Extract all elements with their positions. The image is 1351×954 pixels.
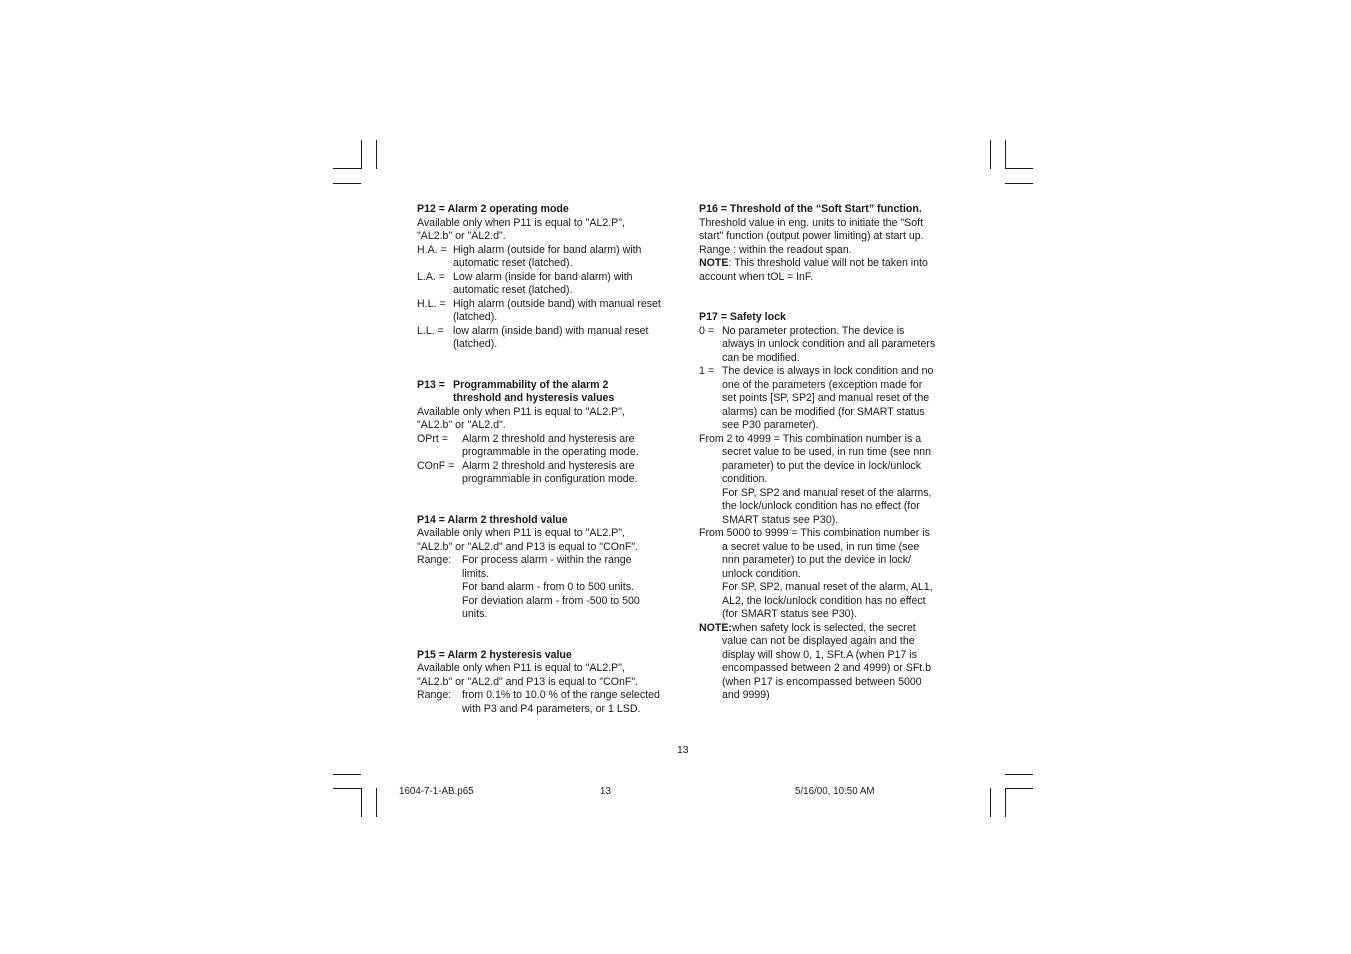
crop-mark-top-left-v (361, 140, 362, 169)
body-line: start" function (output power limiting) at start up. (699, 230, 924, 242)
option-item (417, 433, 673, 460)
heading-text: Programmability of the alarm 2 (453, 378, 609, 391)
range-text: the lock/unlock condition has no effect (for (722, 500, 920, 512)
intro-line: Available only when P11 is equal to "AL2.P", (417, 405, 625, 418)
footer-page: 13 (600, 786, 611, 797)
intro-line: Available only when P11 is equal to "AL2.P", (417, 527, 625, 539)
note-text: and 9999) (722, 689, 770, 701)
option-text: see P30 parameter). (722, 419, 819, 431)
option-text: Low alarm (inside for band alarm) with (453, 270, 633, 283)
section-heading: P17 = Safety lock (699, 311, 786, 323)
range-text: (for SMART status see P30). (722, 608, 858, 620)
range-text: SMART status see P30). (722, 513, 839, 526)
option-text: always in unlock condition and all parameters (722, 338, 936, 350)
option-item (417, 244, 673, 271)
option-text: (latched). (453, 338, 498, 350)
crop-mark-bottom-right-v (990, 788, 991, 817)
heading-text: threshold and hysteresis values (453, 392, 615, 404)
option-text: low alarm (inside band) with manual reset (453, 324, 649, 337)
option-text: The device is always in lock condition and no (722, 365, 934, 377)
page-number: 13 (677, 745, 689, 756)
crop-mark-top-right-v2 (1005, 140, 1006, 169)
range-first-line: From 5000 to 9999 = This combination number is (699, 527, 930, 539)
option-text: set points [SP, SP2] and manual reset of the (722, 392, 930, 404)
intro-line: "AL2.b" or "AL2.d" and P13 is equal to "COnF". (417, 540, 639, 553)
range-text: AL2, the lock/unlock condition has no effect (722, 594, 926, 607)
crop-mark-top-left-v2 (376, 140, 377, 169)
range-text: parameter) to put the device in lock/unlock (722, 459, 922, 472)
note-text: when safety lock is selected, the secret (731, 621, 916, 634)
note-label: NOTE (699, 257, 729, 269)
option-text: High alarm (outside for band alarm) with (453, 243, 642, 256)
option-label: COnF = (417, 459, 455, 472)
note-label: NOTE: (699, 621, 732, 634)
crop-mark-top-left-h (333, 168, 361, 169)
section-p12 (417, 203, 673, 352)
section-heading: P16 = Threshold of the “Soft Start” function. (699, 203, 922, 215)
option-text: (latched). (453, 311, 498, 323)
range-text: a secret value to be used, in run time (see (722, 540, 920, 553)
option-text: No parameter protection. The device is (722, 324, 905, 337)
intro-line: Available only when P11 is equal to "AL2.P", (417, 662, 625, 674)
footer-date: 5/16/00, 10:50 AM (795, 786, 875, 797)
crop-mark-top-right-h2 (1005, 183, 1033, 184)
option-text: Alarm 2 threshold and hysteresis are (462, 459, 635, 472)
crop-mark-top-right-h (1005, 168, 1033, 169)
range-text: limits. (462, 567, 490, 580)
crop-mark-bottom-right-h (1005, 774, 1033, 775)
section-heading: P14 = Alarm 2 threshold value (417, 513, 568, 526)
note-text: encompassed between 2 and 4999) or SFt.b (722, 662, 932, 674)
section-p15 (417, 649, 673, 717)
body-line: Threshold value in eng. units to initiate the "Soft (699, 216, 924, 229)
range-body (699, 446, 955, 527)
option-item (417, 325, 673, 352)
section-heading (417, 379, 673, 406)
option-item (417, 271, 673, 298)
crop-mark-bottom-left-h (333, 774, 361, 775)
range-text: For SP, SP2 and manual reset of the alarms, (722, 486, 932, 499)
range-item (417, 689, 673, 716)
range-text: unlock condition. (722, 567, 801, 580)
range-text: For deviation alarm - from -500 to 500 (462, 594, 640, 607)
range-text: units. (462, 608, 488, 620)
crop-mark-bottom-right-h2 (1005, 788, 1033, 789)
option-text: one of the parameters (exception made for (722, 378, 923, 391)
section-heading: P15 = Alarm 2 hysteresis value (417, 648, 572, 661)
range-text: condition. (722, 473, 768, 485)
option-text: Alarm 2 threshold and hysteresis are (462, 432, 635, 445)
option-text: can be modified. (722, 351, 800, 364)
crop-mark-top-left-h2 (333, 183, 361, 184)
option-text: High alarm (outside band) with manual reset (453, 297, 661, 310)
option-label: H.A. = (417, 243, 447, 256)
note-line: account when tOL = InF. (699, 270, 814, 283)
intro-line: Available only when P11 is equal to "AL2.P", (417, 216, 625, 229)
range-text: nnn parameter) to put the device in lock/ (722, 554, 912, 566)
range-first-line: From 2 to 4999 = This combination number is a (699, 432, 922, 445)
option-text: automatic reset (latched). (453, 284, 573, 296)
range-label: Range: (417, 554, 452, 566)
body-line: Range : within the readout span. (699, 243, 852, 256)
section-p17 (699, 311, 955, 703)
range-text: secret value to be used, in run time (see nnn (722, 446, 932, 458)
note-text: display will show 0, 1, SFt.A (when P17 is (722, 648, 917, 661)
option-item (699, 365, 955, 433)
option-label: OPrt = (417, 432, 448, 445)
note-line (699, 622, 955, 636)
option-text: automatic reset (latched). (453, 257, 573, 269)
section-p14 (417, 514, 673, 622)
crop-mark-bottom-left-h2 (333, 788, 361, 789)
option-label: 1 = (699, 365, 715, 377)
option-text: programmable in the operating mode. (462, 446, 639, 458)
intro-line: "AL2.b" or "AL2.d". (417, 419, 506, 431)
option-text: alarms) can be modified (for SMART status (722, 405, 925, 418)
range-label: Range: (417, 689, 452, 701)
section-p13 (417, 379, 673, 487)
option-item (417, 460, 673, 487)
option-label: 0 = (699, 324, 715, 337)
note-text: : This threshold value will not be taken into (728, 257, 928, 269)
range-text: For SP, SP2, manual reset of the alarm, AL1, (722, 581, 933, 593)
section-heading: P12 = Alarm 2 operating mode (417, 203, 569, 215)
option-label: L.L. = (417, 324, 444, 337)
range-text: For band alarm - from 0 to 500 units. (462, 581, 634, 593)
range-item (417, 554, 673, 622)
crop-mark-top-right-v (990, 140, 991, 169)
range-text: from 0.1% to 10.0 % of the range selected (462, 689, 660, 701)
range-body (699, 541, 955, 622)
intro-line: "AL2.b" or "AL2.d". (417, 230, 506, 242)
option-item (699, 325, 955, 366)
section-p16 (699, 203, 955, 284)
note-body (699, 635, 955, 703)
note-text: (when P17 is encompassed between 5000 (722, 675, 922, 688)
left-column (417, 203, 673, 716)
footer-filename: 1604-7-1-AB.p65 (399, 786, 474, 797)
option-label: H.L. = (417, 297, 446, 310)
option-text: programmable in configuration mode. (462, 473, 638, 485)
crop-mark-bottom-right-v2 (1005, 788, 1006, 817)
crop-mark-bottom-left-v2 (376, 788, 377, 817)
range-text: For process alarm - within the range (462, 554, 632, 566)
intro-line: "AL2.b" or "AL2.d" and P13 is equal to "COnF". (417, 675, 639, 688)
range-text: with P3 and P4 parameters, or 1 LSD. (462, 702, 641, 715)
note-line (699, 257, 955, 271)
heading-label: P13 = (417, 378, 445, 391)
crop-mark-bottom-left-v (361, 788, 362, 817)
note-text: value can not be displayed again and the (722, 635, 915, 647)
option-item (417, 298, 673, 325)
right-column (699, 203, 955, 703)
option-label: L.A. = (417, 270, 445, 283)
